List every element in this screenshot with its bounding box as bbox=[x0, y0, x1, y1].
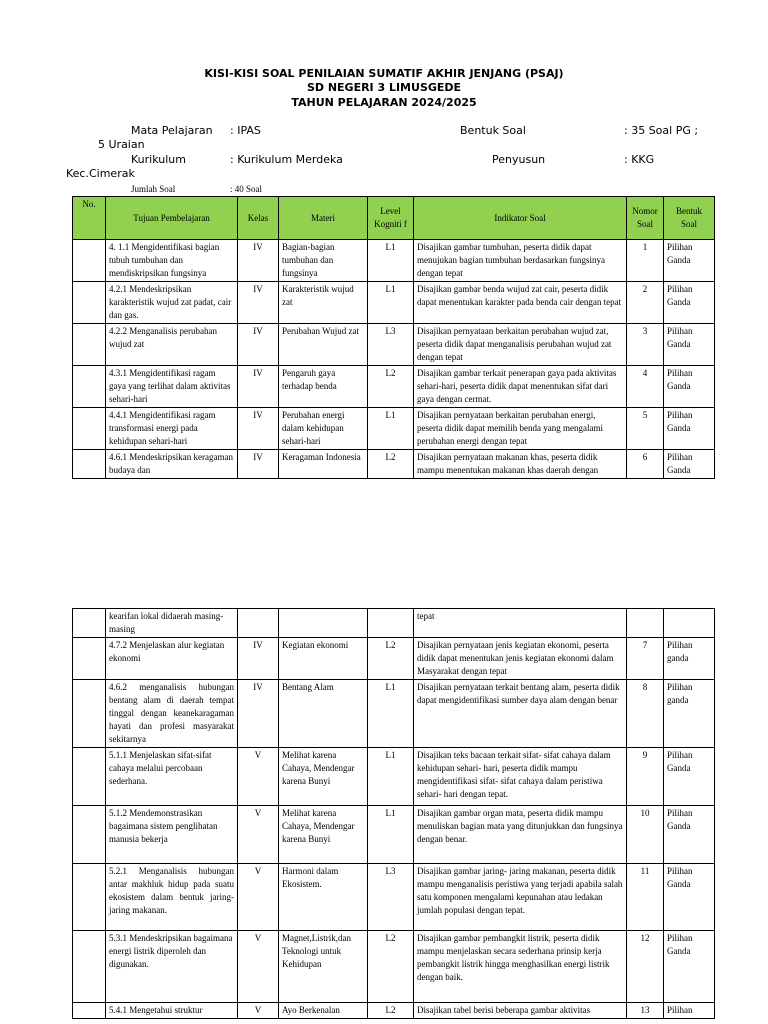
col-header-materi: Materi bbox=[279, 197, 368, 240]
cell-bentuk: Pilihan Ganda bbox=[664, 931, 715, 1003]
table-row bbox=[73, 638, 715, 680]
table-row bbox=[73, 864, 715, 931]
cell-bentuk bbox=[664, 609, 715, 638]
cell-level: L3 bbox=[368, 864, 414, 931]
cell-bentuk: Pilihan bbox=[664, 1003, 715, 1019]
academic-year: TAHUN PELAJARAN 2024/2025 bbox=[291, 96, 477, 109]
cell-kelas: IV bbox=[238, 450, 279, 479]
cell-indikator: Disajikan gambar terkait penerapan gaya pada aktivitas sehari-hari, peserta didik dapat menentukan sifat dari gaya dengan cermat. bbox=[414, 366, 627, 408]
cell-kelas bbox=[238, 609, 279, 638]
cell-kelas: IV bbox=[238, 282, 279, 324]
cell-materi: Magnet,Listrik,dan Teknologi untuk Kehidupan bbox=[279, 931, 368, 1003]
cell-level: L1 bbox=[368, 806, 414, 864]
cell-nomor: 9 bbox=[627, 748, 664, 806]
mapel-label: Mata Pelajaran bbox=[131, 124, 213, 137]
cell-nomor: 3 bbox=[627, 324, 664, 366]
cell-bentuk: Pilihan Ganda bbox=[664, 240, 715, 282]
col-header-nomor: Nomor Soal bbox=[627, 197, 664, 240]
cell-tujuan: kearifan lokal didaerah masing-masing bbox=[106, 609, 238, 638]
table-row bbox=[73, 806, 715, 864]
cell-kelas: V bbox=[238, 931, 279, 1003]
cell-materi: Kegiatan ekonomi bbox=[279, 638, 368, 680]
cell-nomor: 7 bbox=[627, 638, 664, 680]
cell-level: L1 bbox=[368, 680, 414, 748]
cell-materi bbox=[279, 609, 368, 638]
penyusun-value: : KKG bbox=[624, 153, 655, 166]
kurikulum-label: Kurikulum bbox=[131, 153, 186, 166]
cell-indikator: tepat bbox=[414, 609, 627, 638]
jumlah-value: : 40 Soal bbox=[230, 184, 263, 194]
cell-nomor: 12 bbox=[627, 931, 664, 1003]
cell-nomor: 1 bbox=[627, 240, 664, 282]
cell-bentuk: Pilihan Ganda bbox=[664, 748, 715, 806]
cell-kelas: IV bbox=[238, 324, 279, 366]
cell-materi: Karakteristik wujud zat bbox=[279, 282, 368, 324]
cell-materi: Melihat karena Cahaya, Mendengar karena Bunyi bbox=[279, 748, 368, 806]
cell-indikator: Disajikan gambar benda wujud zat cair, peserta didik dapat menentukan karakter pada benda cair dengan tepat bbox=[414, 282, 627, 324]
cell-level: L1 bbox=[368, 408, 414, 450]
cell-materi: Ayo Berkenalan bbox=[279, 1003, 368, 1019]
cell-level: L1 bbox=[368, 282, 414, 324]
bentuk-label: Bentuk Soal bbox=[460, 124, 526, 137]
cell-indikator: Disajikan pernyataan makanan khas, peserta didik mampu menentukan makanan khas daerah dengan bbox=[414, 450, 627, 479]
cell-nomor: 8 bbox=[627, 680, 664, 748]
penyusun-wrap: Kec.Cimerak bbox=[66, 167, 135, 180]
cell-nomor: 4 bbox=[627, 366, 664, 408]
kurikulum-value: : Kurikulum Merdeka bbox=[230, 153, 343, 166]
jumlah-label: Jumlah Soal bbox=[131, 184, 176, 194]
cell-nomor: 11 bbox=[627, 864, 664, 931]
cell-tujuan: 5.1.1 Menjelaskan sifat-sifat cahaya melalui percobaan sederhana. bbox=[106, 748, 238, 806]
cell-level: L2 bbox=[368, 1003, 414, 1019]
cell-kelas: V bbox=[238, 1003, 279, 1019]
mapel-value: : IPAS bbox=[230, 124, 261, 137]
cell-tujuan: 4.6.1 Mendeskripsikan keragaman budaya dan bbox=[106, 450, 238, 479]
bentuk-wrap: 5 Uraian bbox=[98, 138, 145, 151]
cell-level: L2 bbox=[368, 931, 414, 1003]
cell-level: L1 bbox=[368, 748, 414, 806]
cell-bentuk: Pilihan Ganda bbox=[664, 450, 715, 479]
cell-tujuan: 4.7.2 Menjelaskan alur kegiatan ekonomi bbox=[106, 638, 238, 680]
table-row bbox=[73, 680, 715, 748]
col-header-kelas: Kelas bbox=[238, 197, 279, 240]
cell-indikator: Disajikan pernyataan berkaitan perubahan energi, peserta didik dapat memilih benda yang mengalami perubahan energi dengan tepat bbox=[414, 408, 627, 450]
cell-materi: Keragaman Indonesia bbox=[279, 450, 368, 479]
cell-bentuk: Pilihan Ganda bbox=[664, 282, 715, 324]
cell-tujuan: 4. 1.1 Mengidentifikasi bagian tubuh tumbuhan dan mendiskripsikan fungsinya bbox=[106, 240, 238, 282]
cell-nomor: 13 bbox=[627, 1003, 664, 1019]
cell-nomor: 2 bbox=[627, 282, 664, 324]
cell-kelas: IV bbox=[238, 638, 279, 680]
cell-bentuk: Pilihan ganda bbox=[664, 638, 715, 680]
document-title: KISI-KISI SOAL PENILAIAN SUMATIF AKHIR JENJANG (PSAJ) bbox=[204, 67, 564, 80]
cell-bentuk: Pilihan Ganda bbox=[664, 408, 715, 450]
penyusun-label: Penyusun bbox=[492, 153, 546, 166]
cell-level: L2 bbox=[368, 366, 414, 408]
cell-level: L3 bbox=[368, 324, 414, 366]
cell-kelas: IV bbox=[238, 680, 279, 748]
bentuk-value: : 35 Soal PG ; bbox=[624, 124, 699, 137]
col-header-tujuan: Tujuan Pembelajaran bbox=[106, 197, 238, 240]
cell-materi: Harmoni dalam Ekosistem. bbox=[279, 864, 368, 931]
cell-tujuan: 4.3.1 Mengidentifikasi ragam gaya yang terlihat dalam aktivitas sehari-hari bbox=[106, 366, 238, 408]
cell-level: L1 bbox=[368, 240, 414, 282]
table-row bbox=[73, 609, 715, 638]
cell-bentuk: Pilihan Ganda bbox=[664, 864, 715, 931]
cell-materi: Bentang Alam bbox=[279, 680, 368, 748]
cell-tujuan: 4.6.2 menganalisis hubungan bentang alam di daerah tempat tinggal dengan keanekaragaman hayati dan profesi masyarakat sekitarnya bbox=[106, 680, 238, 748]
cell-indikator: Disajikan pernyataan berkaitan perubahan wujud zat, peserta didik dapat menganalisis perubahan wujud zat dengan tepat bbox=[414, 324, 627, 366]
cell-tujuan: 5.3.1 Mendeskripsikan bagaimana energi listrik diperoleh dan digunakan. bbox=[106, 931, 238, 1003]
table-row bbox=[73, 931, 715, 1003]
cell-kelas: V bbox=[238, 806, 279, 864]
school-name: SD NEGERI 3 LIMUSGEDE bbox=[306, 81, 462, 94]
cell-kelas: IV bbox=[238, 408, 279, 450]
cell-indikator: Disajikan gambar organ mata, peserta didik mampu menuliskan bagian mata yang ditunjukkan dan fungsinya dengan benar. bbox=[414, 806, 627, 864]
cell-indikator: Disajikan pernyataan terkait bentang alam, peserta didik dapat mengidentifikasi sumber daya alam dengan benar bbox=[414, 680, 627, 748]
cell-indikator: Disajikan gambar jaring- jaring makanan, peserta didik mampu menganalisis peristiwa yang terjadi apabila salah satu komponen mengalami kepunahan atau ledakan jumlah populasi dengan tepat. bbox=[414, 864, 627, 931]
cell-tujuan: 5.4.1 Mengetahui struktur bbox=[106, 1003, 238, 1019]
cell-bentuk: Pilihan Ganda bbox=[664, 806, 715, 864]
cell-materi: Bagian-bagian tumbuhan dan fungsinya bbox=[279, 240, 368, 282]
kisi-kisi-table-page1 bbox=[72, 196, 715, 479]
col-header-indikator: Indikator Soal bbox=[414, 197, 627, 240]
cell-tujuan: 4.4.1 Mengidentifikasi ragam transformasi energi pada kehidupan sehari-hari bbox=[106, 408, 238, 450]
cell-bentuk: Pilihan Ganda bbox=[664, 366, 715, 408]
cell-kelas: IV bbox=[238, 366, 279, 408]
cell-materi: Melihat karena Cahaya, Mendengar karena Bunyi bbox=[279, 806, 368, 864]
cell-kelas: V bbox=[238, 748, 279, 806]
cell-nomor: 5 bbox=[627, 408, 664, 450]
table-row bbox=[73, 282, 715, 324]
cell-nomor bbox=[627, 609, 664, 638]
col-header-level: Level Kogniti f bbox=[368, 197, 414, 240]
kisi-kisi-table-page2 bbox=[72, 608, 715, 1019]
cell-indikator: Disajikan pernyataan jenis kegiatan ekonomi, peserta didik dapat menentukan jenis kegiatan ekonomi dalam Masyarakat dengan tepat bbox=[414, 638, 627, 680]
cell-level: L2 bbox=[368, 450, 414, 479]
table-row bbox=[73, 324, 715, 366]
cell-materi: Perubahan energi dalam kehidupan sehari-hari bbox=[279, 408, 368, 450]
cell-tujuan: 4.2.2 Menganalisis perubahan wujud zat bbox=[106, 324, 238, 366]
cell-indikator: Disajikan tabel berisi beberapa gambar aktivitas bbox=[414, 1003, 627, 1019]
cell-tujuan: 4.2.1 Mendeskripsikan karakteristik wujud zat padat, cair dan gas. bbox=[106, 282, 238, 324]
cell-bentuk: Pilihan ganda bbox=[664, 680, 715, 748]
table-row bbox=[73, 1003, 715, 1019]
table-row bbox=[73, 366, 715, 408]
cell-nomor: 6 bbox=[627, 450, 664, 479]
cell-nomor: 10 bbox=[627, 806, 664, 864]
table-row bbox=[73, 748, 715, 806]
cell-indikator: Disajikan gambar tumbuhan, peserta didik dapat menujukan bagian tumbuhan berdasarkan fungsinya dengan tepat bbox=[414, 240, 627, 282]
cell-level bbox=[368, 609, 414, 638]
table-row bbox=[73, 240, 715, 282]
col-header-no: No. bbox=[73, 197, 106, 240]
cell-bentuk: Pilihan Ganda bbox=[664, 324, 715, 366]
cell-indikator: Disajikan teks bacaan terkait sifat- sifat cahaya dalam kehidupan sehari- hari, peserta didik mampu mengidentifikasi sifat- sifat cahaya dalam peristiwa sehari- hari dengan tepat. bbox=[414, 748, 627, 806]
cell-kelas: IV bbox=[238, 240, 279, 282]
cell-tujuan: 5.2.1 Menganalisis hubungan antar makhluk hidup pada suatu ekosistem dalam bentuk jaring-jaring makanan. bbox=[106, 864, 238, 931]
cell-materi: Pengaruh gaya terhadap benda bbox=[279, 366, 368, 408]
table-row bbox=[73, 450, 715, 479]
cell-materi: Perubahan Wujud zat bbox=[279, 324, 368, 366]
table-row bbox=[73, 408, 715, 450]
cell-kelas: V bbox=[238, 864, 279, 931]
cell-indikator: Disajikan gambar pembangkit listrik, peserta didik mampu menjelaskan secara sederhana prinsip kerja pembangkit listrik hingga menghasilkan energi listrik dengan baik. bbox=[414, 931, 627, 1003]
cell-level: L2 bbox=[368, 638, 414, 680]
col-header-bentuk: Bentuk Soal bbox=[664, 197, 715, 240]
cell-tujuan: 5.1.2 Mendemonstrasikan bagaimana sistem penglihatan manusia bekerja bbox=[106, 806, 238, 864]
